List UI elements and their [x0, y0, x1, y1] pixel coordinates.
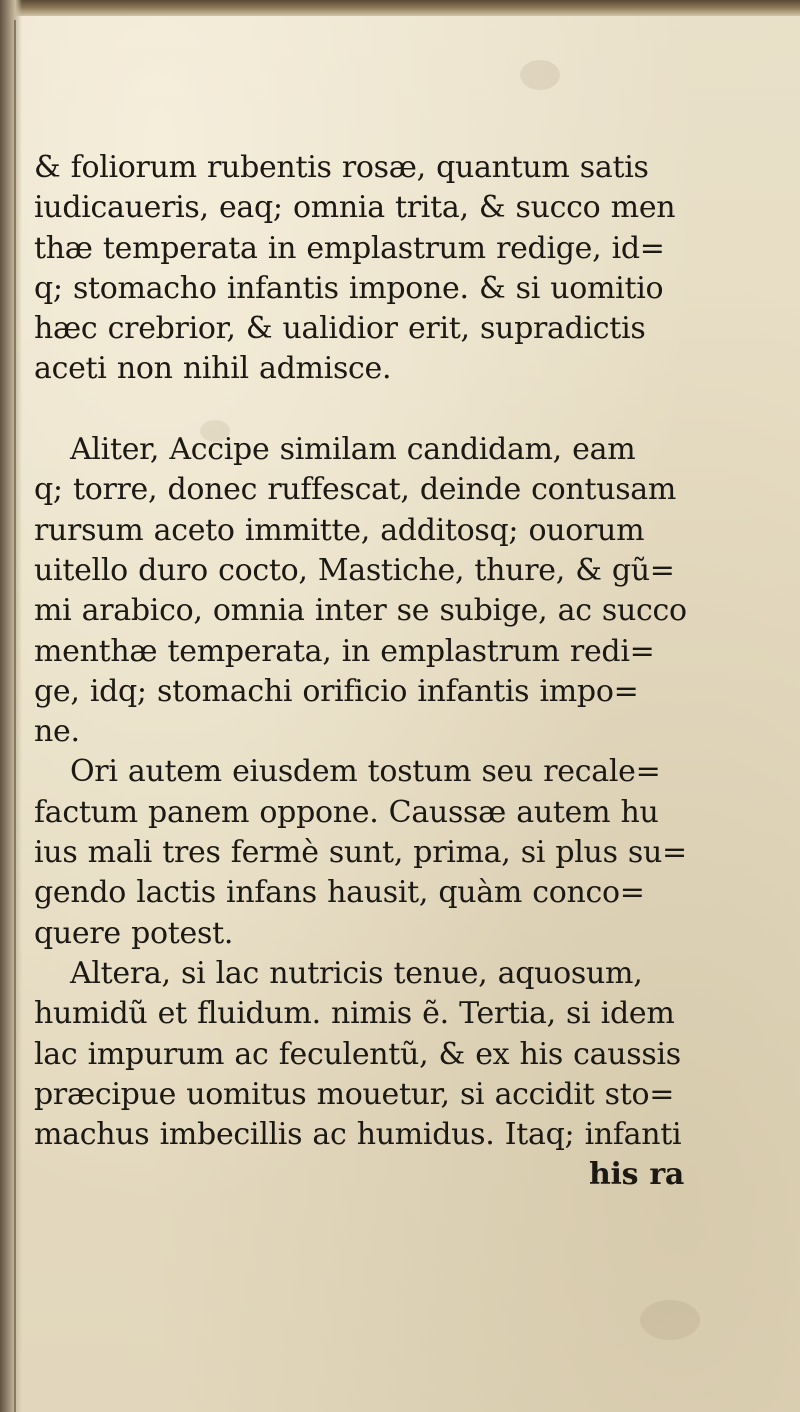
paragraph-gap — [34, 390, 684, 430]
text-line: mi arabico, omnia inter se subige, ac succo — [34, 593, 687, 629]
book-spine-shadow — [0, 0, 22, 1412]
text-line: machus imbecillis ac humidus. Itaq; infanti — [34, 1117, 682, 1153]
text-line: lac impurum ac feculentũ, & ex his caussis — [34, 1036, 681, 1072]
text-line: & foliorum rubentis rosæ, quantum satis — [34, 150, 649, 185]
text-line: ge, idq; stomachi orificio infantis impo= — [34, 673, 639, 709]
text-line: gendo lactis infans hausit, quàm conco= — [34, 875, 645, 911]
text-line: humidũ et fluidum. nimis ẽ. Tertia, si idem — [34, 996, 675, 1032]
text-line: iudicaueris, eaq; omnia trita, & succo men — [34, 190, 676, 226]
body-text — [34, 148, 687, 1196]
text-line: menthæ temperata, in emplastrum redi= — [34, 633, 655, 669]
text-line: rursum aceto immitte, additosq; ouorum — [34, 512, 645, 548]
text-line: factum panem oppone. Caussæ autem hu — [34, 794, 659, 830]
text-line: q; stomacho infantis impone. & si uomitio — [34, 270, 664, 306]
text-line: uitello duro cocto, Mastiche, thure, & gũ= — [34, 552, 675, 588]
text-line: ius mali tres fermè sunt, prima, si plus su= — [34, 835, 687, 871]
text-line: hæc crebrior, & ualidior erit, supradictis — [34, 311, 646, 347]
text-line: q; torre, donec ruffescat, deinde contusam — [34, 472, 677, 508]
page-top-edge — [0, 0, 800, 16]
text-line: præcipue uomitus mouetur, si accidit sto= — [34, 1076, 675, 1112]
text-line: aceti non nihil admisce. — [34, 351, 392, 387]
text-line: Ori autem eiusdem tostum seu recale= — [70, 754, 661, 790]
paper-stain — [520, 60, 560, 90]
text-line: ne. — [34, 714, 80, 750]
text-line: quere potest. — [34, 915, 234, 951]
text-line: Aliter, Accipe similam candidam, eam — [70, 432, 636, 468]
paper-stain — [640, 1300, 700, 1340]
gutter-line — [14, 20, 16, 1412]
text-line: Altera, si lac nutricis tenue, aquosum, — [70, 955, 643, 991]
text-line: thæ temperata in emplastrum redige, id= — [34, 230, 665, 266]
catchword: his ra — [589, 1157, 684, 1193]
